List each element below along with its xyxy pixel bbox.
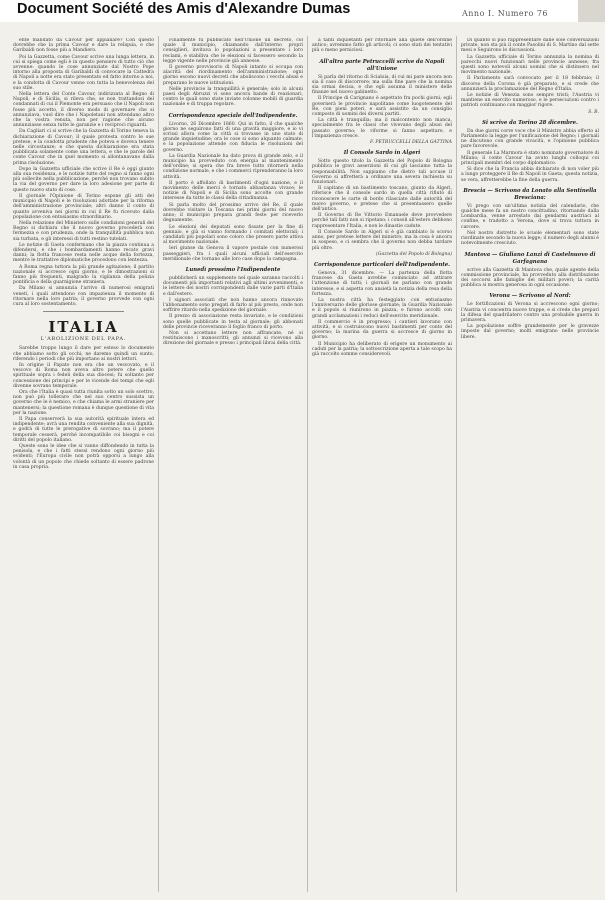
article-paragraph: a tanti inquietanti per ritornare alla quiete dell'ordine antico; avremmo fatto gli articoli; ci sono stati dei tentativi più o meno perniciosi. [312, 38, 452, 54]
section-rule [43, 311, 124, 312]
article-paragraph: Il Principe di Carignano è aspettato fra pochi giorni; egli governerà le provincie napolitane come luogotenente del Re, con pieni poteri, e sarà assistito da un consiglio composto di uomini dei diversi partiti. [312, 96, 452, 118]
article-paragraph: Poi la Gazzetta, come Cavour scrive una lunga lettera, in cui si spiega come egli è in questo pensiero di tutto ciò che avvenne: quando le cose annunziate dal Nostro Pope intorno alla proposta di Garibaldi di convocare la Cattedra di Napoli a notte era stato presentato ed fatto intorno a noi, e la condotta di Cavour venne con tutta la benevolenza del suo stile. [13, 54, 154, 91]
article-heading: Verona — Scrivono al Nord: [489, 293, 571, 300]
article-paragraph: Il capitano di un bastimento toscano, giunto da Algeri, riferisce che il console sardo in quella città rifiutò di riconoscere le carte di bordo rilasciate dalle autorità del nuovo governo, e pretese che si presentassero quelle dell'antico. [312, 186, 452, 213]
section-subheading: L'ABOLIZIONE DEL PAPA. [40, 336, 127, 343]
article-paragraph: La nostra città ha festeggiato con entusiasmo l'anniversario delle gloriose giornate; la Guardia Nazionale e il popolo si riunirono in piazza, e furono accolti con grandi acclamazioni i reduci dell'esercito meridionale. [312, 297, 452, 319]
article-paragraph: Nelle provincie la tranquillità è generale; solo in alcuni paesi degli Abruzzi vi sono ancora bande di reazionari, contro le quali sono state inviate colonne mobili di guardia nazionale e di truppa regolare. [163, 86, 303, 108]
article-paragraph: Ora che l'Italia è quasi tutta riunita sotto un solo scettro, non può più tollerare che nel suo centro sussista un governo che le è nemico, e che chiama le armi straniere per mantenersi; la questione romana è dunque questione di vita per la nazione. [13, 389, 154, 416]
article-paragraph: Il Console Sardo in Algeri si è già cambiato lo scorso anno, per pretese lettere del ministro; ma la cosa è ancora in sospeso, e ci sembra che il governo non debba tardare più oltre. [312, 229, 452, 251]
article-paragraph: Genova, 31 dicembre. — La partenza della flotta francese da Gaeta avrebbe cominciato ad attirare l'attenzione di tutti; i giornali ne parlano con grande interesse, e si aspetta con ansietà la notizia della resa della fortezza. [312, 270, 452, 297]
article-paragraph: Queste sono le idee che si vanno diffondendo in tutta la penisola, e che i fatti stessi rendono ogni giorno più evidenti; l'Europa civile non potrà opporsi a lungo alla volontà di un popolo che chiede soltanto di essere padrone in casa propria. [13, 444, 154, 470]
text-column-1 [13, 38, 154, 892]
page-corner-shade [578, 0, 605, 22]
article-paragraph: Il Governo di Re Vittorio Emanuele deve provvedere perché tali fatti non si ripetano; i consoli all'estero debbono rappresentare l'Italia, e non le dinastie cadute. [312, 213, 452, 229]
article-paragraph: Il governo provvisorio di Napoli intanto si occupa con alacrità del riordinamento dell'amministrazione; ogni giorno escono nuovi decreti che aboliscono i vecchi abusi e preparano le nuove istituzioni. [163, 65, 303, 86]
issue-label: Anno I. Numero 76 [462, 9, 549, 18]
article-paragraph: Il porto è affollato di bastimenti d'ogni nazione, e il movimento delle merci è tornato abbastanza vivace; le notizie di Napoli e di Sicilia sono accolte con grande interesse da tutte le classi della cittadinanza. [163, 180, 303, 202]
article-paragraph: Si parla del ritorno di Scialoia, di cui mi pare ancora non sia il caso di discorrere; ma sulla fine pare che la nomina sia ormai decisa, e che egli assuma il ministero delle finanze nel nuovo gabinetto. [312, 74, 452, 96]
article-heading: Si scrive da Torino 28 dicembre. [482, 119, 578, 126]
article-signature: S. B. [588, 109, 599, 115]
article-paragraph: La Gazzetta ufficiale di Torino annunzia la nomina di parecchi nuovi funzionari nelle provincie annesse; fra questi sono notevoli alcuni uomini che si distinsero nel movimento nazionale. [461, 54, 599, 76]
article-signature: F. PETRUCCELLI DELLA GATTINA [369, 140, 452, 146]
article-paragraph: La Guardia Nazionale ha dato prova di grande zelo, e il municipio ha provveduto con energia al mantenimento dell'ordine; si spera che fra breve tutto ritornerà nella condizione normale, e che i commerci riprenderanno la loro attività. [163, 153, 303, 180]
article-heading: Lunedì prossimo l'Indipendente [185, 266, 281, 273]
article-paragraph: Il prezzo di associazione resta invariato, e le condizioni sono quelle pubblicate in testa al giornale; gli abbonati delle provincie riceveranno il foglio franco di porto. [163, 314, 303, 330]
article-paragraph: Il Papa conserverà la sua autorità spirituale intera ed indipendente; avrà una rendita conveniente alla sua dignità, e godrà di tutte le prerogative di sovrano; ma il potere temporale cesserà, perché incompatibile coi bisogni e coi diritti del popolo italiano. [13, 417, 154, 443]
article-signature: (Gazzetta del Popolo di Bologna) [376, 251, 452, 257]
text-column-3 [312, 38, 452, 892]
article-paragraph: In origine il Papato non era che un vescovato, e il vescovo di Roma non aveva altro potere che quello spirituale sopra i fedeli della sua diocesi; fu soltanto per concessione dei principi e per le vicende dei tempi che egli divenne sovrano temporale. [13, 362, 154, 389]
article-paragraph: Nella lettera del Conte Cavour, indirizzata al Regno di Napoli, e di Sicilia, si rileva che, se non trattandosi del condannati di cui il Piemonte era persuaso che il Napoli non fosse più accetto, il diverso modo di governare che si annunziava, vuol dire che i Napoletani non attendano altro che la vostra venuta, non per ragione che alcuno annunziasse senza tutte le garanzie e i reciproci riguardi. [13, 92, 154, 129]
article-paragraph: Il giornale l'Opinione di Torino espone gli atti del municipio di Napoli e le risoluzioni adottate per la riforma dell'amministrazione provinciale; altri danno il conto di quanto avveniva nei giorni in cui il Re fu ricevuto dalla popolazione con entusiasmo straordinario. [13, 193, 154, 220]
article-paragraph: Le elezioni dei deputati sono fissate per la fine di gennaio, e già si vanno formando i comitati elettorali; i candidati più popolari sono coloro che presero parte attiva al movimento nazionale. [163, 224, 303, 246]
article-paragraph: Il Parlamento sarà convocato per il 18 febbraio; il discorso della Corona è già preparato, e si crede che annunzierà la proclamazione del Regno d'Italia. [461, 76, 599, 92]
article-paragraph: Le fortificazioni di Verona si accrescono ogni giorno; l'Austria vi concentra nuove truppe, e si crede che prepari la difesa del quadrilatero contro una probabile guerra in primavera. [461, 302, 599, 323]
article-paragraph: Nella relazione del Ministero sulle condizioni generali del Regno si dichiara che il nuovo governo procederà con fermezza e con prudenza, onde la tranquillità pubblica non sia turbata, e gli interessi di tutti restino tutelati. [13, 220, 154, 242]
article-paragraph: Sarebbe troppo lungo il dare per esteso lo documento che abbiamo sotto gli occhi; ne daremo quindi un sunto, riferendo i periodi che più importano ai nostri lettori. [13, 346, 154, 362]
article-paragraph: Le notizie di Venezia sono sempre tristi; l'Austria vi mantiene un esercito numeroso, e le persecuzioni contro i patrioti continuano con maggior rigore. [461, 93, 599, 109]
article-heading: Brescia — Scrivono da Lonato alla Sentinella Bresciana: [463, 187, 597, 201]
article-paragraph: I signori associati che non hanno ancora rinnovato l'abbonamento sono pregati di farlo al più presto, onde non soffrire ritardo nella spedizione del giornale. [163, 297, 303, 314]
column-divider [456, 36, 457, 892]
article-paragraph: Da Milano si annunzia l'arrivo di numerosi emigrati veneti, i quali attendono con impazienza il momento di ritornare nella loro patria; il governo provvede con ogni cura al loro sostentamento. [13, 286, 154, 307]
article-paragraph: Di quanto si può rappresentare dalle sole conversazioni private, non sta più il conte Pasolini di S. Martino dal sette mesi e Seguirono le discussioni. [461, 38, 599, 54]
article-paragraph: Il generale La Marmora è stato nominato governatore di Milano; il conte Cavour ha avuto lunghi colloqui coi principali membri del corpo diplomatico. [461, 150, 599, 167]
article-heading: Corrispondenza speciale dell'Indipendente. [168, 112, 298, 119]
article-paragraph: Si dice che la Francia abbia dichiarato di non voler più a lungo proteggere il Re di Napoli in Gaeta; questa notizia, se vera, affretterebbe la fine della guerra. [461, 167, 599, 183]
article-heading: Mantova — Giuliano Lanzi di Castelnuovo di Garfagnana [464, 251, 596, 265]
article-paragraph: Non si accettano lettere non affrancate, né si restituiscono i manoscritti; gli annunzi si ricevono alla direzione del giornale e presso i principali librai della città. [163, 330, 303, 347]
article-paragraph: Da due giorni corre voce che il Ministro abbia offerto al Parlamento la legge per l'unificazione del Regno; i giornali ne discutono con grande vivacità, e l'opinione pubblica pare favorevole. [461, 128, 599, 150]
column-divider [158, 36, 159, 892]
article-paragraph: Ieri giunse da Genova il vapore postale con numerosi passeggieri, fra i quali alcuni ufficiali dell'esercito meridionale che tornano alle loro case dopo la campagna. [163, 246, 303, 262]
text-column-2 [163, 38, 303, 892]
article-paragraph: Le notizie di Gaeta confermano che la piazza continua a difendersi, e che i bombardamenti hanno recato gravi danni; la flotta francese resta nelle acque della fortezza, mentre le trattative diplomatiche procedono con lentezza. [13, 242, 154, 264]
article-paragraph: La popolazione soffre grandemente per le gravezze imposte dal governo; molti emigrano nelle provincie libere. [461, 324, 599, 340]
article-heading: All'altra parte Petruccelli scrive da Napoli all'Unione [319, 58, 445, 72]
article-paragraph: Dopo la Gazzetta ufficiale che scrive il Re è oggi giunto alla sua residenza, e le notizie tutte del regno si fanno ogni più sollecite nella pubblicazione, perché non trovano subito la via del governo per dare la loro adesione per parte di questo nuovo stato di cose. [13, 166, 154, 193]
text-column-4 [461, 38, 599, 892]
article-paragraph: Si parla molto del prossimo arrivo del Re, il quale dovrebbe visitare la Toscana nei primi giorni del nuovo anno; il municipio prepara grandi feste per riceverlo degnamente. [163, 202, 303, 224]
article-paragraph: Da Cagliari ci si scrive che la Gazzetta di Torino teneva la dichiarazione di Cavour; il quale protesta contro le sue pretese, e la condotta prudente che poteva e doveva tenere nelle circostanze; e che questa dichiarazione era stata pubblicata solamente come una lettera, e che le parole del conte Cavour che in quel momento si allontanavano dalla prima risoluzione. [13, 129, 154, 166]
article-paragraph: ente mandato da Cavour per appianare? Con questo dovrebbe che la prima Cavour e dare la reliquia, e che Garibaldi non fosse più a Mandiero. [13, 38, 154, 54]
article-paragraph: Il Municipio ha deliberato di erigere un monumento ai caduti per la patria; la sottoscrizione aperta a tale scopo ha già raccolto somme considerevoli. [312, 341, 452, 357]
article-paragraph: Sotto questo titolo la Gazzetta del Popolo di Bologna pubblica le gravi asserzioni di cui gli lasciamo tutta la responsabilità. Non sappiamo che dietro tali accuse il Governo si affretterà a ordinare una severa inchiesta su funzionari. [312, 159, 452, 186]
article-paragraph: Nel nostro distretto le scuole elementari sono state riordinate secondo la nuova legge; il numero degli alunni è notevolmente cresciuto. [461, 230, 599, 247]
article-paragraph: A Roma regna tuttora la più grande agitazione; il partito nazionale si accresce ogni giorno, e le dimostrazioni si fanno più frequenti, malgrado la vigilanza della polizia pontificia e della guarnigione straniera. [13, 264, 154, 286]
article-paragraph: pubblicherà un supplemento nel quale saranno raccolti i documenti più importanti relativi agli ultimi avvenimenti, e le lettere dei nostri corrispondenti dalle varie parti d'Italia e dall'estero. [163, 275, 303, 297]
document-title: Document Société des Amis d'Alexandre Dumas [17, 1, 351, 17]
article-paragraph: Livorno, 26 Dicembre 1860. Qui in fatto, il che qualche giorno ne seguirono fatti di una gravità maggiore, e io vi scrissi allora come la città si trovasse in uno stato di grande inquietudine; ora le cose si sono alquanto calmate, e la popolazione attende con fiducia le risoluzioni del governo. [163, 121, 303, 153]
article-paragraph: Vi prego con un'ultima notizia del calendario, che qualche mese fa un nostro concittadino, ritornando dalla Lombardia, venne arrestato dai gendarmi austriaci al confine, e tradotto a Verona, dove si trova tuttora in carcere. [461, 203, 599, 230]
article-heading: Il Console Sardo in Algeri [343, 150, 421, 157]
article-heading: Corrispondenze particolari dell'Indipendente. [313, 261, 451, 268]
article-paragraph: La città è tranquilla; ma il malcontento non manca, specialmente fra le classi che vivevano degli abusi del passato governo; le riforme si fanno aspettare, e l'impazienza cresce. [312, 118, 452, 139]
section-heading: ITALIA [48, 318, 119, 337]
column-divider [307, 36, 308, 892]
article-paragraph: Finalmente fu pubblicato nell'Unione un decreto, col quale il municipio, chiamando dall'interno propri consiglieri, invitava lo popolazioni a presentare i loro reclami, e stabiliva che le elezioni si facessero secondo la legge vigente nelle provincie già annesse. [163, 38, 303, 64]
article-paragraph: Il commercio è in progresso; i cantieri lavorano con attività, e si costruiscono nuovi bastimenti per conto del governo; la marina da guerra si accresce di giorno in giorno. [312, 319, 452, 341]
article-paragraph: scrive alla Gazzetta di Mantova che, quale agente della commissione provinciale, ha provveduto alla distribuzione dei soccorsi alle famiglie dei militari poveri; la carità pubblica si mostra generosa in ogni occasione. [461, 267, 599, 289]
